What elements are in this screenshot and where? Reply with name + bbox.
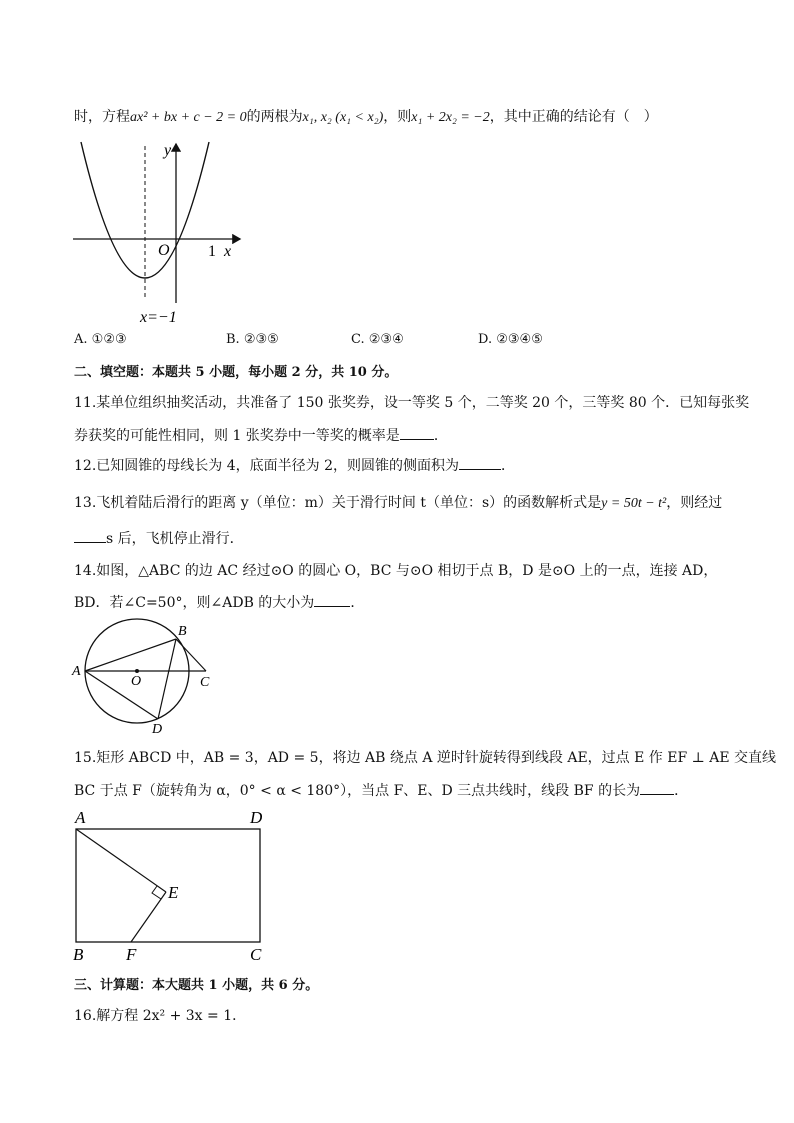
q11-line2 (74, 425, 448, 446)
graph-y-label: y (164, 142, 172, 159)
q10-choice-a (74, 332, 127, 347)
q14-end: ． (350, 595, 365, 611)
q12-line (74, 455, 515, 476)
q12-answer-blank[interactable] (459, 455, 501, 470)
q11-answer-blank[interactable] (400, 425, 434, 440)
q10-parabola-graph (68, 138, 248, 328)
label-a: A (72, 664, 81, 679)
q10-relation: x₁ + 2x₂ = −2 (411, 110, 490, 125)
choice-b-text: ②③⑤ (243, 332, 279, 347)
label-a: A (75, 808, 86, 827)
label-d: D (152, 722, 163, 737)
q15-end: ． (674, 783, 689, 799)
q14-answer-blank[interactable] (314, 592, 350, 607)
choice-b-letter: B. (226, 332, 240, 347)
choice-c-text: ②③④ (368, 332, 404, 347)
q13-answer-blank[interactable] (74, 528, 106, 543)
graph-one-label: 1 (208, 243, 216, 260)
segment-ae (76, 829, 166, 892)
q12-end: ． (500, 458, 515, 474)
q14-line2 (74, 592, 364, 613)
q12-text: 12.已知圆锥的母线长为 4，底面半径为 2，则圆锥的侧面积为 (74, 458, 459, 474)
graph-axis-label: x=−1 (140, 309, 177, 326)
q10-stem (74, 107, 658, 128)
q10-equation: ax² + bx + c − 2 = 0 (130, 110, 247, 125)
graph-x-label: x (224, 243, 232, 260)
center-point-o (135, 669, 139, 673)
q15-answer-blank[interactable] (640, 780, 674, 795)
label-f: F (126, 945, 137, 964)
q13-line1a: 13.飞机着陆后滑行的距离 y（单位：m）关于滑行时间 t（单位：s）的函数解析式是 (74, 495, 602, 511)
q11-line2-text: 券获奖的可能性相同，则 1 张奖券中一等奖的概率是 (74, 428, 400, 444)
label-d: D (250, 808, 263, 827)
q11-end: ． (433, 428, 448, 444)
q13-line1 (74, 493, 722, 514)
q14-circle-figure (70, 620, 220, 740)
q10-choice-d (478, 332, 543, 347)
segment-bc (176, 639, 206, 671)
section2-heading: 二、填空题：本题共 5 小题，每小题 2 分，共 10 分。 (74, 365, 398, 380)
graph-origin-label: O (158, 242, 170, 259)
segment-ad (85, 671, 158, 719)
q15-line2-text: BC 于点 F（旋转角为 α，0° < α < 180°），当点 F、E、D 三点共线时，线段 BF 的长为 (74, 783, 641, 799)
q14-line1: 14.如图，△ABC 的边 AC 经过⊙O 的圆心 O，BC 与⊙O 相切于点 B，D 是⊙O 上的一点，连接 AD， (74, 563, 718, 579)
q11-line1: 11.某单位组织抽奖活动，共准备了 150 张奖券，设一等奖 5 个，二等奖 20 个，三等奖 80 个．已知每张奖 (74, 395, 750, 411)
q16-line: 16.解方程 2x² + 3x = 1． (74, 1008, 247, 1024)
q10-stem-mid2: ，则 (383, 109, 412, 125)
q15-line2 (74, 780, 688, 801)
q13-line2-text: s 后，飞机停止滑行． (106, 531, 244, 547)
label-b: B (178, 624, 187, 639)
q14-line2-text: BD．若∠C=50°，则∠ADB 的大小为 (74, 595, 315, 611)
q15-rectangle-figure (70, 806, 270, 964)
choice-d-letter: D. (478, 332, 493, 347)
q10-roots: x₁, x₂ (x₁ < x₂) (302, 110, 384, 125)
q10-choice-b (226, 332, 279, 347)
q10-stem-mid: 的两根为 (246, 109, 303, 125)
q10-stem-prefix: 时，方程 (74, 109, 130, 125)
q15-line1: 15.矩形 ABCD 中，AB = 3，AD = 5，将边 AB 绕点 A 逆时针旋转得到线段 AE，过点 E 作 EF ⊥ AE 交直线 (74, 750, 777, 766)
choice-a-letter: A. (74, 332, 88, 347)
q13-formula: y = 50t − t² (601, 496, 667, 511)
segment-ef (131, 892, 166, 942)
segment-bd (158, 639, 176, 719)
label-e: E (168, 883, 179, 902)
segment-ab (85, 639, 176, 671)
label-o: O (131, 674, 142, 689)
choice-d-text: ②③④⑤ (496, 332, 543, 347)
section3-heading: 三、计算题：本大题共 1 小题，共 6 分。 (74, 978, 319, 993)
choice-c-letter: C. (351, 332, 365, 347)
q10-choice-c (351, 332, 404, 347)
choice-a-text: ①②③ (91, 332, 127, 347)
label-c: C (200, 675, 210, 690)
q13-line2 (74, 528, 244, 549)
q13-line1b: ，则经过 (666, 495, 723, 511)
label-b: B (73, 945, 84, 964)
label-c: C (250, 945, 262, 964)
q10-stem-suffix: ，其中正确的结论有（ ） (489, 109, 658, 125)
